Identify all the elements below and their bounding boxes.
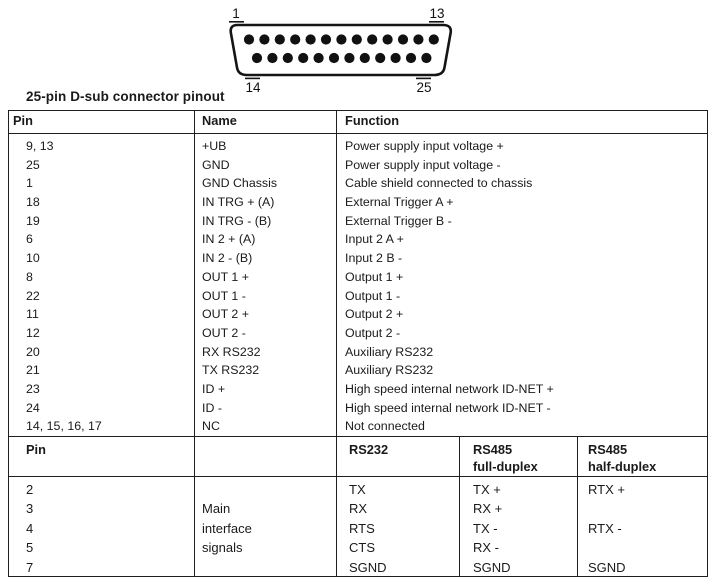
rs485-half-value: SGND bbox=[588, 559, 626, 575]
function-value: Output 2 + bbox=[345, 307, 404, 322]
header-name: Name bbox=[194, 111, 336, 133]
header-rs485-full-line2: full-duplex bbox=[473, 459, 538, 474]
name-value: ID - bbox=[202, 400, 222, 415]
function-value: Output 2 - bbox=[345, 325, 401, 340]
function-value: External Trigger A + bbox=[345, 195, 454, 210]
function-value: High speed internal network ID-NET + bbox=[345, 381, 554, 396]
header-rs485-half-duplex bbox=[577, 437, 707, 476]
header-rs485-half-line2: half-duplex bbox=[588, 459, 657, 474]
pin-column bbox=[9, 134, 194, 436]
function-value: Output 1 + bbox=[345, 269, 404, 284]
name-value: Main bbox=[202, 501, 231, 517]
header-rs232 bbox=[336, 437, 459, 476]
pin-value: 19 bbox=[26, 213, 40, 228]
header-rs232-label: RS232 bbox=[349, 442, 389, 457]
rs232-value: CTS bbox=[349, 540, 375, 556]
name-value: IN 2 - (B) bbox=[202, 251, 253, 266]
function-value: Not connected bbox=[345, 419, 425, 434]
pin-value: 18 bbox=[26, 195, 40, 210]
pin-value: 7 bbox=[26, 559, 34, 575]
name-value: OUT 1 - bbox=[202, 288, 246, 303]
interface-header-row bbox=[9, 436, 707, 476]
name-value bbox=[202, 558, 336, 576]
pin13-label: 13 bbox=[429, 6, 445, 21]
pin-value: 12 bbox=[26, 325, 40, 340]
pin-value: 9, 13 bbox=[26, 139, 54, 153]
rs232-column bbox=[336, 477, 459, 576]
name-value: +UB bbox=[202, 139, 227, 153]
header-rs485-full-line1: RS485 bbox=[473, 442, 513, 457]
rs232-value: RTS bbox=[349, 520, 375, 536]
name-value: IN TRG - (B) bbox=[202, 213, 272, 228]
interface-pin-column bbox=[9, 477, 194, 576]
pin25-label: 25 bbox=[416, 80, 432, 95]
pinout-header-row bbox=[9, 111, 707, 133]
header-rs485-half-line1: RS485 bbox=[588, 442, 628, 457]
name-value: OUT 2 - bbox=[202, 325, 246, 340]
header-rs485-full-duplex bbox=[459, 437, 577, 476]
pin-value: 11 bbox=[26, 307, 39, 322]
header-function: Function bbox=[336, 111, 707, 133]
header-pin-2 bbox=[9, 437, 194, 476]
pin-value: 2 bbox=[26, 482, 34, 497]
pin-value: 21 bbox=[26, 363, 40, 378]
function-column bbox=[336, 134, 707, 436]
pin-value: 6 bbox=[26, 232, 33, 247]
pin-value: 5 bbox=[26, 540, 34, 556]
header-empty-label bbox=[202, 441, 336, 458]
pin-value: 23 bbox=[26, 381, 40, 396]
interface-body bbox=[9, 476, 707, 576]
name-value bbox=[202, 480, 336, 499]
pin14-label: 14 bbox=[245, 80, 261, 95]
name-value: GND Chassis bbox=[202, 176, 278, 191]
name-value: NC bbox=[202, 419, 220, 434]
pin-value: 25 bbox=[26, 157, 40, 172]
rs485-full-value: TX + bbox=[473, 482, 501, 497]
name-value: OUT 1 + bbox=[202, 269, 249, 284]
rs232-value: SGND bbox=[349, 559, 387, 575]
function-value: Power supply input voltage + bbox=[345, 139, 504, 153]
pin1-label: 1 bbox=[232, 6, 240, 21]
name-value: ID + bbox=[202, 381, 226, 396]
function-value: Auxiliary RS232 bbox=[345, 363, 434, 378]
rs485-half-value bbox=[588, 538, 707, 557]
name-value: OUT 2 + bbox=[202, 307, 249, 322]
pin-value: 20 bbox=[26, 344, 40, 359]
name-column bbox=[194, 134, 336, 436]
pinout-body bbox=[9, 133, 707, 436]
rs485-half-value: RTX + bbox=[588, 482, 625, 497]
page-title: 25-pin D-sub connector pinout bbox=[26, 89, 225, 104]
rs485-full-value: RX + bbox=[473, 501, 503, 517]
function-value: Output 1 - bbox=[345, 288, 401, 303]
pin-value: 1 bbox=[26, 176, 33, 191]
rs485-full-value: TX - bbox=[473, 520, 498, 536]
name-value: TX RS232 bbox=[202, 363, 260, 378]
rs485-half-value bbox=[588, 499, 707, 518]
interface-name-column bbox=[194, 477, 336, 576]
function-value: Cable shield connected to chassis bbox=[345, 176, 533, 191]
pinout-table bbox=[8, 110, 708, 577]
pin-value: 4 bbox=[26, 520, 34, 536]
rs485-half-duplex-column bbox=[577, 477, 707, 576]
header-pin-2-label: Pin bbox=[26, 442, 46, 457]
name-value: RX RS232 bbox=[202, 344, 261, 359]
pin-value: 8 bbox=[26, 269, 33, 284]
function-value: Input 2 A + bbox=[345, 232, 404, 247]
function-value: Power supply input voltage - bbox=[345, 157, 501, 172]
function-value: External Trigger B - bbox=[345, 213, 452, 228]
header-pin: Pin bbox=[13, 113, 33, 128]
function-value: Input 2 B - bbox=[345, 251, 403, 266]
rs232-value: TX bbox=[349, 482, 366, 497]
pin-value: 10 bbox=[26, 251, 40, 266]
rs485-half-value: RTX - bbox=[588, 520, 622, 536]
rs232-value: RX bbox=[349, 501, 368, 517]
function-value: High speed internal network ID-NET - bbox=[345, 400, 551, 415]
header-empty bbox=[194, 437, 336, 476]
rs485-full-duplex-column bbox=[459, 477, 577, 576]
connector-outline bbox=[231, 25, 451, 75]
pin-value: 22 bbox=[26, 288, 40, 303]
rs485-full-value: RX - bbox=[473, 540, 499, 556]
name-value: IN 2 + (A) bbox=[202, 232, 256, 247]
name-value: interface bbox=[202, 520, 252, 536]
name-value: GND bbox=[202, 157, 230, 172]
pin-value: 24 bbox=[26, 400, 40, 415]
name-value: IN TRG + (A) bbox=[202, 195, 275, 210]
name-value: signals bbox=[202, 540, 243, 556]
pin-value: 3 bbox=[26, 501, 34, 517]
function-value: Auxiliary RS232 bbox=[345, 344, 434, 359]
rs485-full-value: SGND bbox=[473, 559, 511, 575]
pin-value: 14, 15, 16, 17 bbox=[26, 419, 102, 434]
